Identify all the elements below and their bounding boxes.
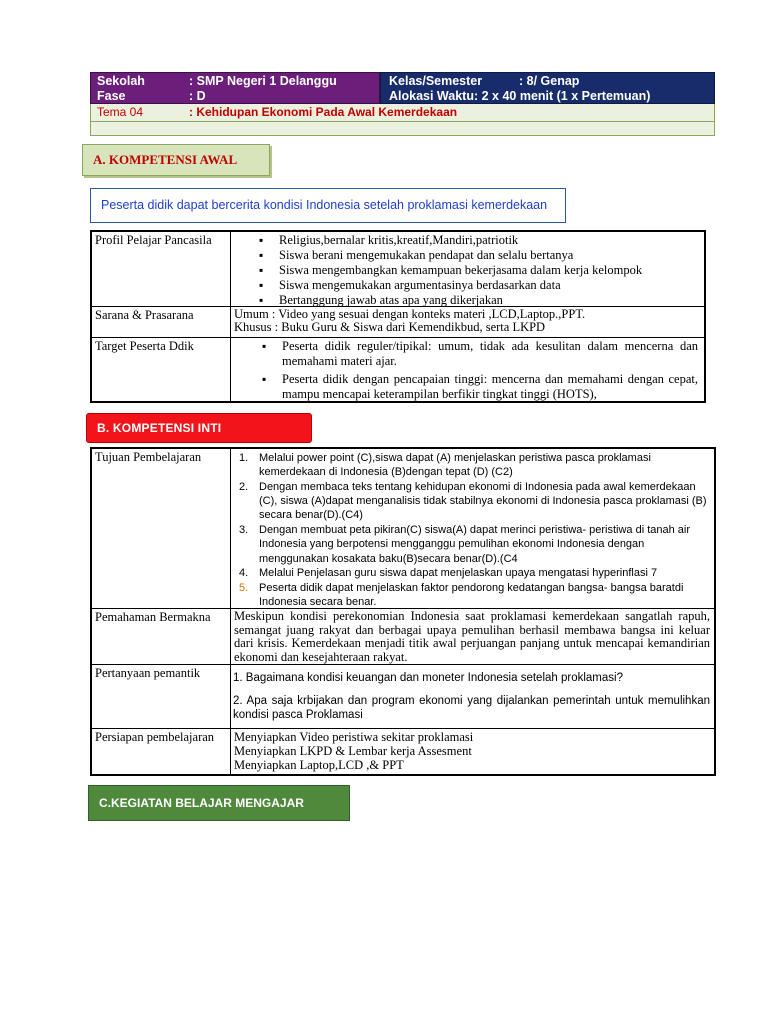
- table-row: [92, 306, 704, 337]
- persiapan-list: [231, 729, 714, 774]
- list-item: 2. Dengan membaca teks tentang kehidupan ekonomi di Indonesia pada awal kemerdekaan (C), siswa (A)dapat menganalisis tidak stabilnya ekonomi di Indonesia pasca proklamasi (B) secara benar(D).(C4): [239, 481, 707, 522]
- fase-value: : D: [189, 89, 206, 103]
- section-b-heading: B. KOMPETENSI INTI: [86, 413, 312, 443]
- tema-value: : Kehidupan Ekonomi Pada Awal Kemerdekaan: [189, 105, 458, 119]
- question-1: 1. Bagaimana kondisi keuangan dan moneter Indonesia setelah proklamasi?: [233, 672, 623, 684]
- target-label: Target Peserta Ddik: [92, 338, 231, 401]
- tujuan-label: Tujuan Pembelajaran: [92, 449, 231, 608]
- list-item: ▪ Peserta didik reguler/tipikal: umum, tidak ada kesulitan dalam mencerna dan memahami materi ajar.: [234, 339, 698, 369]
- tema-key: Tema 04: [97, 105, 144, 119]
- header-table: [90, 72, 715, 136]
- blank-row: [90, 122, 715, 136]
- list-item: ▪ Religius,bernalar kritis,kreatif,Mandiri,patriotik: [231, 233, 701, 248]
- list-item: Menyiapkan Laptop,LCD ,& PPT: [234, 758, 404, 772]
- pertanyaan-label: Pertanyaan pemantik: [92, 665, 231, 728]
- class-info: [380, 72, 715, 104]
- table-row: [92, 337, 704, 401]
- table-row: [92, 664, 714, 728]
- list-item: Menyiapkan Video peristiwa sekitar proklamasi: [234, 730, 474, 744]
- list-item: 4. Melalui Penjelasan guru siswa dapat menjelaskan upaya mengatasi hyperinflasi 7: [239, 567, 658, 580]
- table-row: [92, 728, 714, 774]
- table-row: [92, 449, 714, 608]
- pemahaman-label: Pemahaman Bermakna: [92, 609, 231, 664]
- kelas-key: Kelas/Semester: [389, 74, 483, 88]
- list-item: ▪ Bertanggung jawab atas apa yang dikerjakan: [231, 293, 701, 308]
- fase-key: Fase: [97, 89, 126, 103]
- tujuan-list: [231, 449, 714, 608]
- section-a-heading: A. KOMPETENSI AWAL: [82, 144, 270, 176]
- list-item: ▪ Siswa berani mengemukakan pendapat dan selalu bertanya: [231, 248, 701, 263]
- sarana-label: Sarana & Prasarana: [92, 307, 231, 337]
- school-info: [90, 72, 380, 104]
- list-item: 3. Dengan membuat peta pikiran(C) siswa(A) dapat merinci peristiwa- peristiwa di tanah air Indonesia yang berpotensi mengganggu pemulihan ekonomi Indonesia dengan menggunakan kosakata baku(B)secara benar(D).(C4: [239, 524, 691, 565]
- list-item: Menyiapkan LKPD & Lembar kerja Assesment: [234, 744, 472, 758]
- tema-row: [90, 104, 715, 122]
- target-list: [231, 338, 704, 401]
- competency-table: [90, 230, 706, 403]
- list-item: 1. Melalui power point (C),siswa dapat (A) menjelaskan peristiwa pasca proklamasi kemerdekaan di Indonesia (B)dengan tepat (D) (C2): [239, 452, 651, 479]
- list-item: ▪ Siswa mengembangkan kemampuan bekerjasama dalam kerja kelompok: [231, 263, 701, 278]
- question-2: 2. Apa saja krbijakan dan program ekonomi yang dijalankan pemerintah untuk memulihkan kondisi pasca Proklamasi: [233, 695, 710, 721]
- pertanyaan-list: [231, 665, 714, 728]
- sekolah-value: : SMP Negeri 1 Delanggu: [189, 74, 337, 88]
- sarana-value: [231, 307, 704, 337]
- list-item: ▪ Peserta didik dengan pencapaian tinggi: mencerna dan memahami dengan cepat, mampu mencapai keterampilan berfikir tingkat tinggi (HOTS),: [234, 372, 698, 402]
- profil-label: Profil Pelajar Pancasila: [92, 232, 231, 306]
- core-competency-table: [90, 447, 716, 776]
- section-c-heading: C.KEGIATAN BELAJAR MENGAJAR: [88, 785, 350, 821]
- list-item: ▪ Siswa mengemukakan argumentasinya berdasarkan data: [231, 278, 701, 293]
- section-a-note: Peserta didik dapat bercerita kondisi Indonesia setelah proklamasi kemerdekaan: [90, 188, 566, 223]
- table-row: [92, 608, 714, 664]
- sekolah-key: Sekolah: [97, 74, 145, 88]
- alokasi-waktu: Alokasi Waktu: 2 x 40 menit (1 x Pertemuan): [389, 89, 651, 103]
- pemahaman-text: Meskipun kondisi perekonomian Indonesia saat proklamasi kemerdekaan sangatlah rapuh, semangat juang rakyat dan berbagai upaya pemulihan berhasil membawa bangsa ini keluar dari krisis. Kemerdekaan menjadi titik awal perjuangan panjang untuk mencapai kemandirian ekonomi dan kesejahteraan rakyat.: [234, 609, 710, 664]
- sarana-umum: Umum : Video yang sesuai dengan konteks materi ,LCD,Laptop.,PPT.: [234, 307, 586, 321]
- table-row: [92, 232, 704, 306]
- list-item: 5. Peserta didik dapat menjelaskan faktor pendorong kedatangan bangsa- bangsa baratdi Indonesia secara benar.: [239, 582, 684, 609]
- kelas-value: : 8/ Genap: [519, 74, 580, 88]
- profil-list: [231, 232, 704, 306]
- sarana-khusus: Khusus : Buku Guru & Siswa dari Kemendikbud, serta LKPD: [234, 320, 546, 334]
- persiapan-label: Persiapan pembelajaran: [92, 729, 231, 774]
